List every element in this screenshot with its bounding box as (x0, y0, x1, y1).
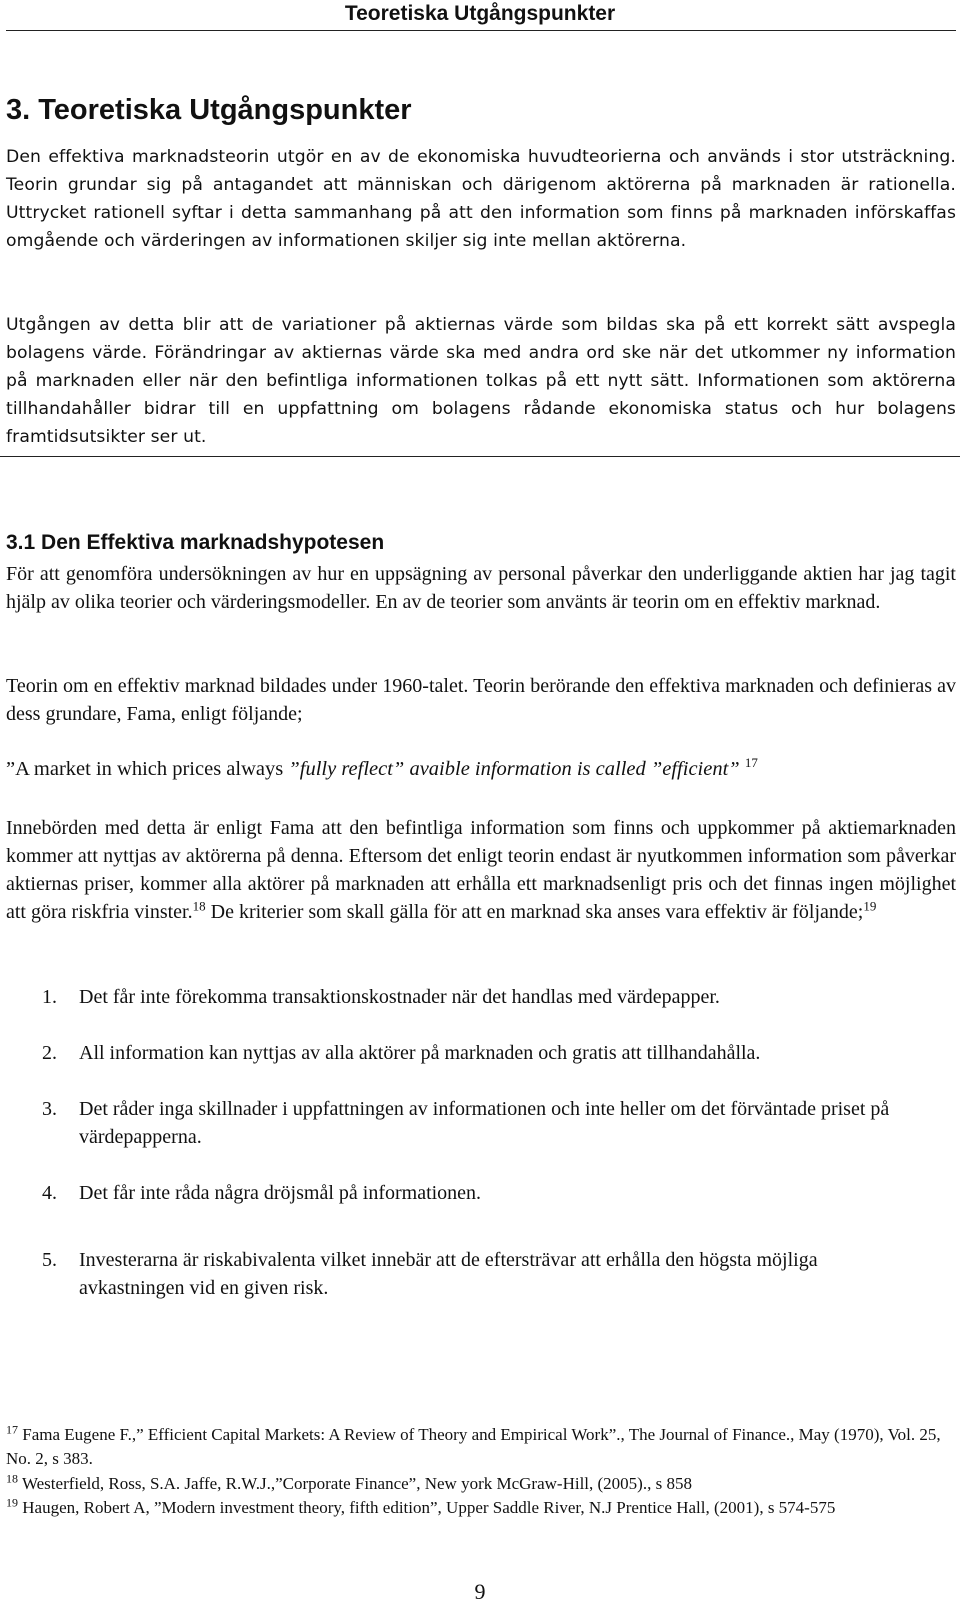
footnote-ref-19: 19 (863, 898, 877, 914)
section-paragraph-3 (6, 814, 956, 926)
footnote-text: Haugen, Robert A, ”Modern investment theory, fifth edition”, Upper Saddle River, N.J Prentice Hall, (2001), s 574-575 (22, 1498, 836, 1517)
criteria-text: All information kan nyttjas av alla aktörer på marknaden och gratis att tillhandahålla. (79, 1042, 761, 1064)
quote-plain: ”A market in which prices always (6, 758, 289, 780)
header-rule (6, 30, 956, 31)
footnote-text: Westerfield, Ross, S.A. Jaffe, R.W.J.,”Corporate Finance”, New york McGraw-Hill, (2005)., s 858 (21, 1474, 692, 1493)
footnote-number: 17 (6, 1422, 18, 1437)
footnote-19 (6, 1496, 956, 1520)
chapter-paragraph-1: Den effektiva marknadsteorin utgör en av de ekonomiska huvudteorierna och används i stor utsträckning. Teorin grundar sig på antagandet att människan och därigenom aktörerna på marknaden är rationella. Uttrycket rationell syftar i detta sammanhang på att den information som finns på marknaden införskaffas omgående och värderingen av informationen skiljer sig inte mellan aktörerna. (6, 147, 956, 251)
paragraph-3-part-b: De kriterier som skall gälla för att en marknad ska anses vara effektiv är följande; (205, 901, 864, 923)
section-heading: 3.1 Den Effektiva marknadshypotesen (6, 531, 385, 554)
criteria-number: 3. (42, 1098, 57, 1120)
chapter-paragraph-2: Utgången av detta blir att de variationer på aktiernas värde som bildas ska på ett korrekt sätt avspegla bolagens värde. Förändringar av aktiernas värde ska med andra ord ske när det utkommer ny information på marknaden eller när den befintliga informationen tolkas på ett nytt sätt. Informationen som aktörerna tillhandahåller bidrar till en uppfattning om bolagens rådande ekonomiska status och hur bolagens framtidsutsikter ser ut. (6, 315, 956, 447)
criteria-number: 2. (42, 1042, 57, 1064)
criteria-number: 1. (42, 986, 57, 1008)
criteria-item (42, 1179, 922, 1207)
criteria-number: 5. (42, 1249, 57, 1271)
running-header: Teoretiska Utgångspunkter (344, 2, 616, 25)
footnote-number: 19 (6, 1495, 18, 1510)
footnote-18 (6, 1472, 956, 1496)
criteria-text: Det råder inga skillnader i uppfattningen av informationen och inte heller om det förväntade priset på värdepapperna. (79, 1098, 890, 1148)
paragraph-3-part-a: Innebörden med detta är enligt Fama att den befintliga information som finns och uppkommer på aktiemarknaden kommer att nyttjas av aktörerna på denna. Eftersom det enligt teorin endast är nyutkommen information som påverkar aktiernas priser, kommer alla aktörer på marknaden att erhålla ett marknadsenligt pris och det finnas ingen möjlighet att göra riskfria vinster. (6, 817, 956, 923)
section-paragraph-1: För att genomföra undersökningen av hur en uppsägning av personal påverkar den underliggande aktien har jag tagit hjälp av olika teorier och värderingsmodeller. En av de teorier som använts är teorin om en effektiv marknad. (6, 563, 956, 613)
criteria-item (42, 1246, 922, 1302)
quote-italic: ”fully reflect” avaible information is called ”efficient” (288, 758, 740, 780)
criteria-item (42, 983, 922, 1011)
criteria-item (42, 1039, 922, 1067)
footnote-text: Fama Eugene F.,” Efficient Capital Markets: A Review of Theory and Empirical Work”., The Journal of Finance., May (1970), Vol. 25, No. 2, s 383. (6, 1425, 941, 1468)
footnote-17 (6, 1423, 956, 1471)
section-paragraph-2: Teorin om en effektiv marknad bildades under 1960-talet. Teorin berörande den effektiva marknaden och definieras av dess grundare, Fama, enligt följande; (6, 675, 956, 725)
fama-quote (6, 754, 956, 784)
page-number: 9 (474, 1579, 486, 1604)
criteria-text: Investerarna är riskabivalenta vilket innebär att de eftersträvar att erhålla den högsta möjliga avkastningen vid en given risk. (79, 1249, 818, 1299)
criteria-item (42, 1095, 922, 1151)
footnote-number: 18 (6, 1471, 18, 1486)
chapter-heading: 3. Teoretiska Utgångspunkter (6, 94, 412, 126)
section-rule (0, 456, 960, 457)
footnote-ref-18: 18 (192, 898, 206, 914)
footnote-ref-17: 17 (744, 755, 758, 771)
criteria-number: 4. (42, 1182, 57, 1204)
criteria-text: Det får inte förekomma transaktionskostnader när det handlas med värdepapper. (79, 986, 720, 1008)
criteria-text: Det får inte råda några dröjsmål på informationen. (79, 1182, 482, 1204)
